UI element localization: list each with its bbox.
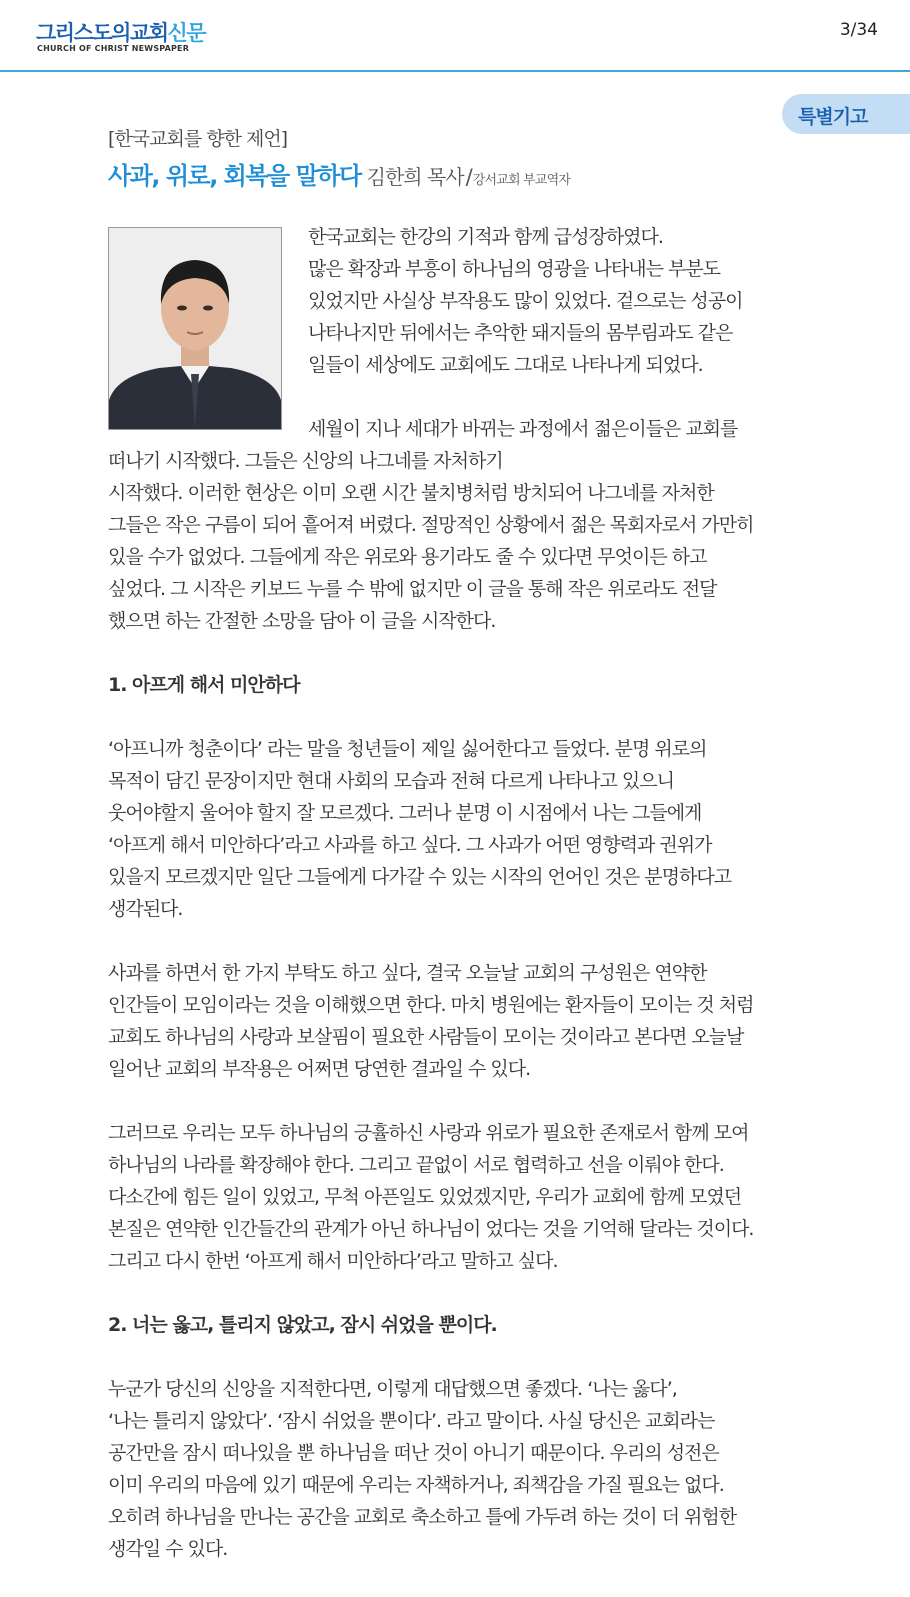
section-1-paragraph-3: 그러므로 우리는 모두 하나님의 긍휼하신 사랑과 위로가 필요한 존재로서 함께 모여 하나님의 나라를 확장해야 한다. 그리고 끝없이 서로 협력하고 선을 이뤄야 한다. 다소간에 힘든 일이 있었고, 무척 아픈일도 있었겠지만, 우리가 교회에 함께 모였던 본질은 연약한 인간들간의 관계가 아닌 하나님이 었다는 것을 기억해 달라는 것이다. 그리고 다시 한번 ‘아프게 해서 미안하다’라고 말하고 싶다. bbox=[108, 1122, 754, 1272]
logo-english: CHURCH OF CHRIST NEWSPAPER bbox=[37, 44, 190, 53]
article-body bbox=[108, 221, 814, 1597]
section-2-heading: 2. 너는 옳고, 틀리지 않았고, 잠시 쉬었을 뿐이다. bbox=[108, 1314, 497, 1336]
byline-separator: / bbox=[465, 165, 473, 189]
section-2-paragraph-1: 누군가 당신의 신앙을 지적한다면, 이렇게 대답했으면 좋겠다. ‘나는 옳다’, ‘나는 틀리지 않았다’. ‘잠시 쉬었을 뿐이다’. 라고 말이다. 사실 당신은 교회라는 공간만을 잠시 떠나있을 뿐 하나님을 떠난 것이 아니기 때문이다. 우리의 성전은 이미 우리의 마음에 있기 때문에 우리는 자책하거나, 죄책감을 가질 필요는 없다. 오히려 하나님을 만나는 공간을 교회로 축소하고 틀에 가두려 하는 것이 더 위험한 생각일 수 있다. bbox=[108, 1378, 737, 1560]
intro-paragraph-2: 세월이 지나 세대가 바뀌는 과정에서 젊은이들은 교회를 떠나기 시작했다. 그들은 신앙의 나그네를 자처하기 시작했다. 이러한 현상은 이미 오랜 시간 불치병처럼 방치되어 나그네를 자처한 그들은 작은 구름이 되어 흩어져 버렸다. 절망적인 상황에서 젊은 목회자로서 가만히 있을 수가 없었다. 그들에게 작은 위로와 용기라도 줄 수 있다면 무엇이든 하고 싶었다. 그 시작은 키보드 누를 수 밖에 없지만 이 글을 통해 작은 위로라도 전달 했으면 하는 간절한 소망을 담아 이 글을 시작한다. bbox=[108, 418, 754, 632]
author-name: 김한희 목사 bbox=[366, 165, 464, 189]
page-number: 3/34 bbox=[839, 20, 878, 40]
logo-main: 그리스도의교회 bbox=[36, 21, 168, 45]
section-1-heading: 1. 아프게 해서 미안하다 bbox=[108, 674, 300, 696]
article-title: 사과, 위로, 회복을 말하다 bbox=[108, 162, 361, 190]
section-badge bbox=[782, 94, 910, 134]
newspaper-logo bbox=[36, 17, 205, 47]
article-kicker: [한국교회를 향한 제언] bbox=[108, 128, 288, 150]
photo-float-spacer bbox=[108, 221, 308, 429]
title-row bbox=[108, 156, 570, 191]
section-1-paragraph-2: 사과를 하면서 한 가지 부탁도 하고 싶다, 결국 오늘날 교회의 구성원은 연약한 인간들이 모임이라는 것을 이해했으면 한다. 마치 병원에는 환자들이 모이는 것 처럼 교회도 하나님의 사랑과 보살핌이 필요한 사람들이 모이는 것이라고 본다면 오늘날 일어난 교회의 부작용은 어쩌면 당연한 결과일 수 있다. bbox=[108, 962, 754, 1080]
section-1-paragraph-1: ‘아프니까 청춘이다’ 라는 말을 청년들이 제일 싫어한다고 들었다. 분명 위로의 목적이 담긴 문장이지만 현대 사회의 모습과 전혀 다르게 나타나고 있으니 웃어야할지 울어야 할지 잘 모르겠다. 그러나 분명 이 시점에서 나는 그들에게 ‘아프게 해서 미안하다’라고 사과를 하고 싶다. 그 사과가 어떤 영향력과 권위가 있을지 모르겠지만 일단 그들에게 다가갈 수 있는 시작의 언어인 것은 분명하다고 생각된다. bbox=[108, 738, 732, 920]
logo-accent: 신문 bbox=[167, 21, 206, 45]
masthead bbox=[0, 0, 910, 72]
intro-paragraph-1: 한국교회는 한강의 기적과 함께 급성장하였다. 많은 확장과 부흥이 하나님의 영광을 나타내는 부분도 있었지만 사실상 부작용도 많이 있었다. 겉으로는 성공이 나타나지만 뒤에서는 추악한 돼지들의 몸부림과도 같은 일들이 세상에도 교회에도 그대로 나타나게 되었다. bbox=[308, 226, 743, 376]
section-badge-label: 특별기고 bbox=[798, 106, 868, 128]
author-affiliation: 강서교회 부교역자 bbox=[472, 173, 571, 188]
